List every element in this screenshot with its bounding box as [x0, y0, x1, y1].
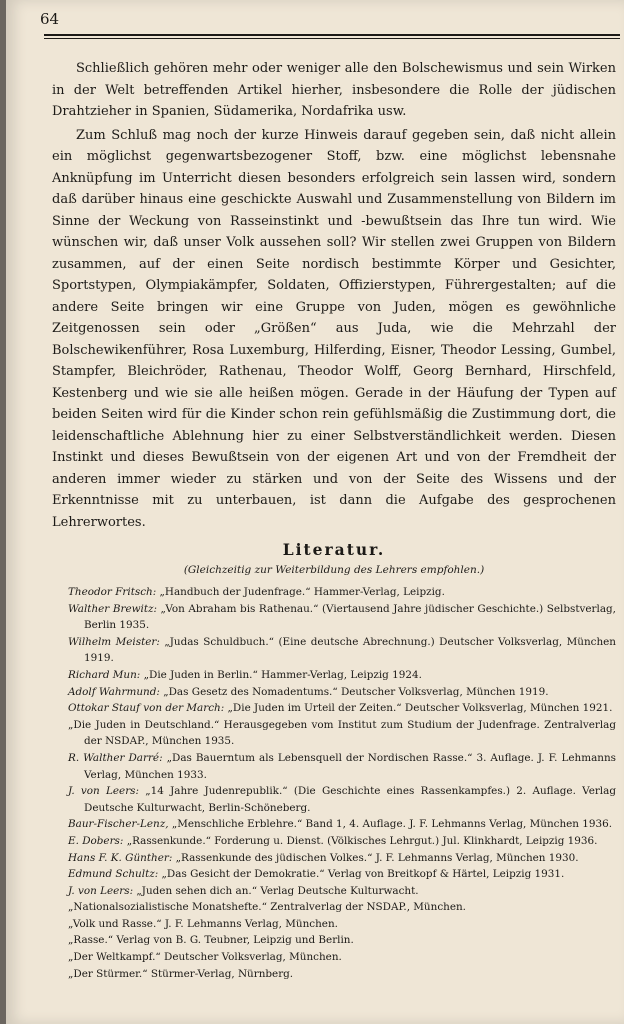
reference-entry	[68, 899, 616, 916]
book-page	[6, 0, 624, 1024]
reference-entry	[68, 916, 616, 933]
reference-text: „Judas Schuldbuch.“ (Eine deutsche Abrechnung.) Deutscher Volksverlag, München 1919.	[84, 635, 616, 665]
reference-author: Richard Mun:	[68, 668, 141, 681]
header-rule-thin	[44, 38, 620, 39]
page-number: 64	[40, 10, 60, 28]
reference-text: „Menschliche Erblehre.“ Band 1, 4. Auflage. J. F. Lehmanns Verlag, München 1936.	[171, 818, 613, 831]
reference-entry	[68, 634, 616, 667]
paragraph: Zum Schluß mag noch der kurze Hinweis darauf gegeben sein, daß nicht allein ein möglichst gegenwartsbezogener Stoff, bzw. eine möglichst lebensnahe Anknüpfung im Unterricht diesen besonders erfolgreich sein lassen wird, sondern daß darüber hinaus eine geschickte Auswahl und Zusammenstellung von Bildern im Sinne der Weckung von Rasseinstinkt und -bewußtsein das Ihre tun wird. Wie wünschen wir, daß unser Volk aussehen soll? Wir stellen zwei Gruppen von Bildern zusammen, auf der einen Seite nordisch bestimmte Körper und Gesichter, Sportstypen, Olympiakämpfer, Soldaten, Offizierstypen, Führergestalten; auf die andere Seite bringen wir eine Gruppe von Juden, mögen es gewöhnliche Zeitgenossen sein oder „Größen“ aus Juda, wie die Mehrzahl der Bolschewikenführer, Rosa Luxemburg, Hilferding, Eisner, Theodor Lessing, Gumbel, Stampfer, Bleichröder, Rathenau, Theodor Wolff, Georg Bernhard, Hirschfeld, Kestenberg und wie sie alle heißen mögen. Gerade in der Häufung der Typen auf beiden Seiten wird für die Kinder schon rein gefühlsmäßig die Zustimmung dort, die leidenschaftliche Ablehnung hier zu einer Selbstverständlichkeit werden. Diesen Instinkt und dieses Bewußtsein von der eigenen Art und von der Fremdheit der anderen immer wieder zu stärken und von der Seite des Wissens und der Erkenntnisse mit zu unterbauen, ist dann die Aufgabe des gesprochenen Lehrerwortes.	[52, 127, 616, 530]
reference-author: Hans F. K. Günther:	[68, 851, 173, 864]
reference-entry	[68, 816, 616, 833]
reference-text: „Juden sehen dich an.“ Verlag Deutsche Kulturwacht.	[136, 884, 419, 897]
reference-entry	[68, 966, 616, 983]
reference-entry	[68, 700, 616, 717]
reference-text: „Nationalsozialistische Monatshefte.“ Zentralverlag der NSDAP., München.	[68, 901, 466, 914]
reference-text: „Von Abraham bis Rathenau.“ (Viertausend Jahre jüdischer Geschichte.) Selbstverlag, Berlin 1935.	[84, 602, 616, 632]
reference-author: Walther Brewitz:	[68, 602, 157, 615]
reference-text: „Das Gesicht der Demokratie.“ Verlag von Breitkopf & Härtel, Leipzig 1931.	[161, 868, 565, 881]
reference-author: E. Dobers:	[68, 834, 124, 847]
reference-text: „Rassenkunde.“ Forderung u. Dienst. (Völkisches Lehrgut.) Jul. Klinkhardt, Leipzig 1936.	[126, 834, 598, 847]
reference-entry	[68, 684, 616, 701]
reference-text: „Handbuch der Judenfrage.“ Hammer-Verlag, Leipzig.	[159, 586, 445, 598]
reference-entry	[68, 783, 616, 816]
reference-author: Adolf Wahrmund:	[68, 685, 160, 698]
reference-author: R. Walther Darré:	[68, 751, 163, 764]
reference-author: J. von Leers:	[68, 884, 134, 897]
reference-text: „14 Jahre Judenrepublik.“ (Die Geschichte eines Rassenkampfes.) 2. Auflage. Verlag Deutsche Kulturwacht, Berlin-Schöneberg.	[84, 785, 616, 814]
reference-text: „Die Juden in Deutschland.“ Herausgegeben vom Institut zum Studium der Judenfrage. Zentralverlag der NSDAP., München 1935.	[68, 718, 616, 748]
reference-list	[68, 584, 616, 982]
reference-author: Theodor Fritsch:	[68, 586, 157, 598]
reference-entry	[68, 949, 616, 966]
reference-author: Baur-Fischer-Lenz,	[68, 818, 169, 831]
reference-author: Ottokar Stauf von der March:	[68, 702, 225, 715]
reference-text: „Der Weltkampf.“ Deutscher Volksverlag, München.	[68, 951, 342, 964]
paragraph: Schließlich gehören mehr oder weniger alle den Bolschewismus und sein Wirken in der Welt betreffenden Artikel hierher, insbesondere die Rolle der jüdischen Drahtzieher in Spanien, Südamerika, Nordafrika usw.	[52, 61, 616, 119]
reference-entry	[68, 717, 616, 750]
header-rule	[44, 34, 620, 36]
reference-entry	[68, 883, 616, 900]
literature-subtitle: (Gleichzeitig zur Weiterbildung des Lehrers empfohlen.)	[183, 564, 485, 576]
reference-text: „Der Stürmer.“ Stürmer-Verlag, Nürnberg.	[68, 967, 294, 980]
reference-entry	[68, 601, 616, 634]
reference-entry	[68, 866, 616, 883]
reference-text: „Volk und Rasse.“ J. F. Lehmanns Verlag, München.	[68, 917, 338, 930]
literature-heading: Literatur.	[282, 540, 386, 559]
reference-author: Edmund Schultz:	[68, 868, 159, 881]
reference-entry	[68, 850, 616, 867]
reference-text: „Rasse.“ Verlag von B. G. Teubner, Leipzig und Berlin.	[68, 934, 354, 947]
reference-author: Wilhelm Meister:	[68, 635, 160, 648]
reference-entry	[68, 667, 616, 684]
reference-entry	[68, 833, 616, 850]
reference-entry	[68, 932, 616, 949]
reference-text: „Das Bauerntum als Lebensquell der Nordischen Rasse.“ 3. Auflage. J. F. Lehmanns Verlag, München 1933.	[84, 751, 617, 781]
reference-text: „Rassenkunde des jüdischen Volkes.“ J. F. Lehmanns Verlag, München 1930.	[175, 851, 579, 864]
reference-text: „Die Juden im Urteil der Zeiten.“ Deutscher Volksverlag, München 1921.	[227, 702, 613, 715]
reference-entry	[68, 750, 616, 783]
body-text	[52, 58, 616, 533]
reference-text: „Das Gesetz des Nomadentums.“ Deutscher Volksverlag, München 1919.	[163, 685, 549, 698]
reference-entry	[68, 584, 616, 601]
reference-author: J. von Leers:	[68, 785, 139, 798]
reference-text: „Die Juden in Berlin.“ Hammer-Verlag, Leipzig 1924.	[143, 668, 422, 681]
